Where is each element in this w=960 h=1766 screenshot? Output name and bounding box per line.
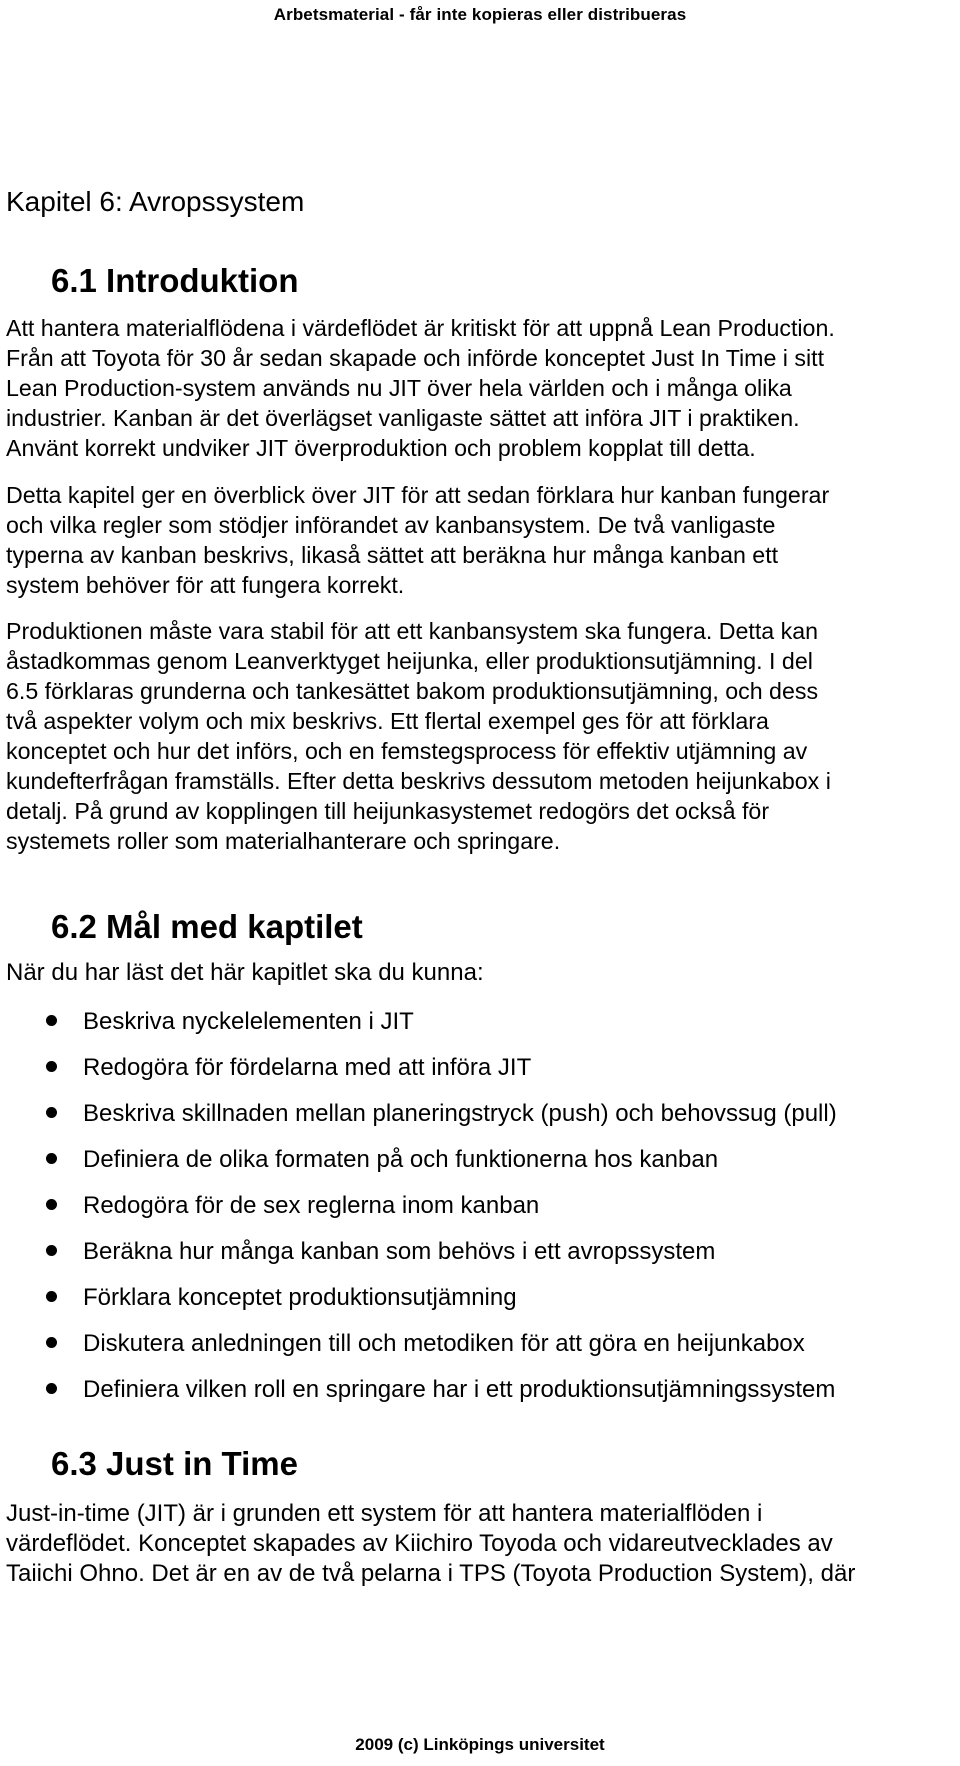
page-footer: 2009 (c) Linköpings universitet	[355, 1735, 605, 1754]
section-heading-introduktion: 6.1 Introduktion	[51, 262, 299, 299]
page-header: Arbetsmaterial - får inte kopieras eller distribueras	[273, 5, 687, 24]
intro-paragraph-3	[6, 616, 954, 856]
text-line: system behöver för att fungera korrekt.	[6, 572, 405, 598]
list-item	[0, 1007, 837, 1053]
goals-list	[0, 1007, 837, 1421]
text-line: Från att Toyota för 30 år sedan skapade och införde konceptet Just In Time i sitt	[6, 345, 825, 371]
bullet-icon	[46, 1015, 57, 1026]
text-line: detalj. På grund av kopplingen till heijunkasystemet redogörs det också för	[6, 798, 770, 824]
list-item	[0, 1099, 837, 1145]
text-line: Att hantera materialflödena i värdeflödet är kritiskt för att uppnå Lean Production.	[6, 315, 835, 341]
section-heading-jit: 6.3 Just in Time	[51, 1445, 298, 1482]
bullet-icon	[46, 1245, 57, 1256]
list-item	[0, 1375, 837, 1421]
list-item	[0, 1329, 837, 1375]
text-line: Taiichi Ohno. Det är en av de två pelarna i TPS (Toyota Production System), där	[6, 1560, 856, 1587]
text-line: Använt korrekt undviker JIT överproduktion och problem kopplat till detta.	[6, 435, 756, 461]
bullet-icon	[46, 1199, 57, 1210]
text-line: åstadkommas genom Leanverktyget heijunka, eller produktionsutjämning. I del	[6, 648, 813, 674]
text-line: Produktionen måste vara stabil för att ett kanbansystem ska fungera. Detta kan	[6, 618, 818, 644]
list-item-text: Beräkna hur många kanban som behövs i ett avropssystem	[83, 1238, 716, 1265]
list-item-text: Beskriva skillnaden mellan planeringstryck (push) och behovssug (pull)	[83, 1100, 837, 1127]
list-item	[0, 1237, 837, 1283]
list-item-text: Definiera de olika formaten på och funktionerna hos kanban	[83, 1146, 719, 1173]
list-item-text: Redogöra för de sex reglerna inom kanban	[83, 1192, 540, 1219]
list-item-text: Beskriva nyckelelementen i JIT	[83, 1008, 414, 1035]
text-line: industrier. Kanban är det överlägset vanligaste sättet att införa JIT i praktiken.	[6, 405, 800, 431]
bullet-icon	[46, 1337, 57, 1348]
list-item-text: Redogöra för fördelarna med att införa JIT	[83, 1054, 532, 1081]
list-item-text: Förklara konceptet produktionsutjämning	[83, 1284, 517, 1311]
text-line: När du har läst det här kapitlet ska du kunna:	[6, 959, 484, 986]
jit-paragraph	[6, 1499, 954, 1589]
text-line: Detta kapitel ger en överblick över JIT för att sedan förklara hur kanban fungerar	[6, 482, 830, 508]
goals-intro	[6, 958, 954, 988]
intro-paragraph-2	[6, 480, 954, 600]
section-heading-mal: 6.2 Mål med kaptilet	[51, 908, 363, 945]
list-item	[0, 1283, 837, 1329]
text-line: Lean Production-system används nu JIT över hela världen och i många olika	[6, 375, 792, 401]
text-line: kundefterfrågan framställs. Efter detta beskrivs dessutom metoden heijunkabox i	[6, 768, 831, 794]
list-item	[0, 1053, 837, 1099]
bullet-icon	[46, 1153, 57, 1164]
text-line: typerna av kanban beskrivs, likaså sättet att beräkna hur många kanban ett	[6, 542, 779, 568]
list-item	[0, 1191, 837, 1237]
text-line: konceptet och hur det införs, och en femstegsprocess för effektiv utjämning av	[6, 738, 808, 764]
text-line: 6.5 förklaras grunderna och tankesättet bakom produktionsutjämning, och dess	[6, 678, 819, 704]
list-item-text: Definiera vilken roll en springare har i ett produktionsutjämningssystem	[83, 1376, 836, 1403]
text-line: två aspekter volym och mix beskrivs. Ett flertal exempel ges för att förklara	[6, 708, 769, 734]
text-line: Just-in-time (JIT) är i grunden ett system för att hantera materialflöden i	[6, 1500, 763, 1527]
text-line: systemets roller som materialhanterare och springare.	[6, 828, 561, 854]
bullet-icon	[46, 1291, 57, 1302]
list-item-text: Diskutera anledningen till och metodiken för att göra en heijunkabox	[83, 1330, 805, 1357]
bullet-icon	[46, 1061, 57, 1072]
text-line: och vilka regler som stödjer införandet av kanbansystem. De två vanligaste	[6, 512, 776, 538]
list-item	[0, 1145, 837, 1191]
bullet-icon	[46, 1107, 57, 1118]
text-line: värdeflödet. Konceptet skapades av Kiichiro Toyoda och vidareutvecklades av	[6, 1530, 833, 1557]
bullet-icon	[46, 1383, 57, 1394]
chapter-title: Kapitel 6: Avropssystem	[6, 186, 305, 217]
intro-paragraph-1	[6, 313, 954, 463]
